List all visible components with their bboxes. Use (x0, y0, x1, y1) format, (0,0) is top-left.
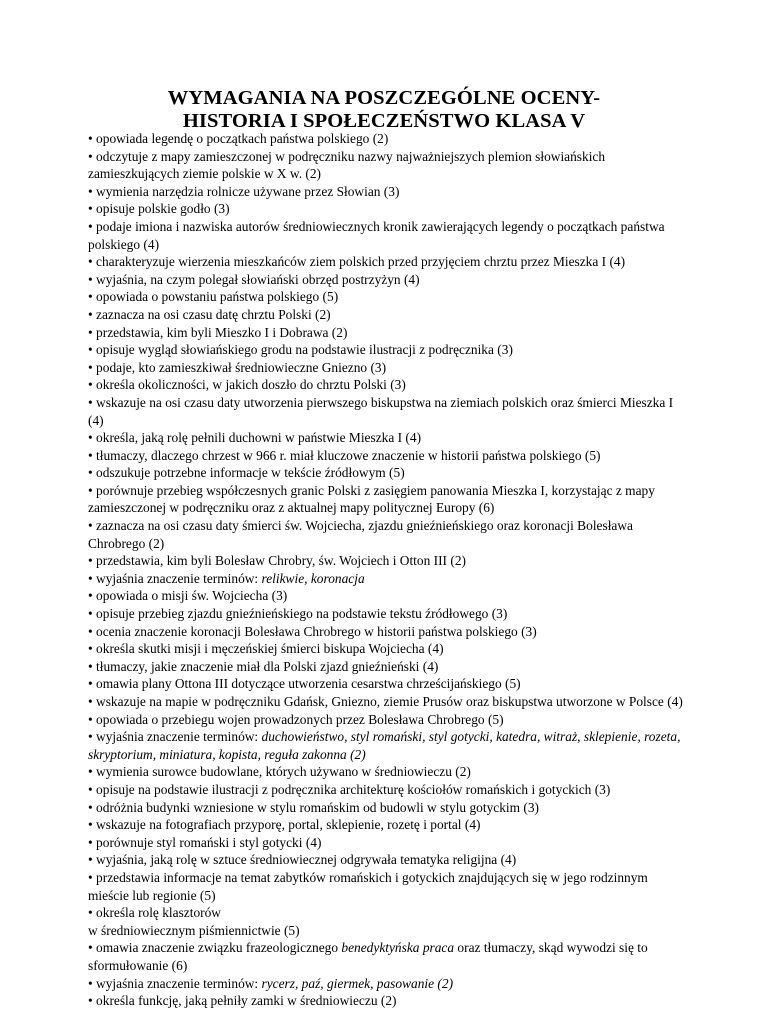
list-item: • odróżnia budynki wzniesione w stylu romańskim od budowli w stylu gotyckim (3) (88, 799, 688, 817)
list-item: • opisuje polskie godło (3) (88, 200, 688, 218)
terms-italic: rycerz, paź, giermek, pasowanie (2) (261, 975, 454, 991)
list-item: • opowiada o misji św. Wojciecha (3) (88, 587, 688, 605)
list-item-terms (88, 570, 688, 588)
list-item: • omawia plany Ottona III dotyczące utworzenia cesarstwa chrześcijańskiego (5) (88, 675, 688, 693)
terms-italic: duchowieństwo, styl romański, styl gotycki, katedra, witraż, sklepienie, rozeta, skryptorium, miniatura, kopista, reguła zakonna (2) (88, 729, 681, 762)
list-item-terms (88, 728, 688, 763)
list-item: • opisuje na podstawie ilustracji z podręcznika architekturę kościołów romańskich i gotyckich (3) (88, 781, 688, 799)
phrase-prefix: omawia znaczenie związku frazeologicznego (96, 940, 342, 956)
list-item: • wskazuje na fotografiach przyporę, portal, sklepienie, rozetę i portal (4) (88, 816, 688, 834)
list-item: • podaje, kto zamieszkiwał średniowieczne Gniezno (3) (88, 359, 688, 377)
list-item: • opisuje wygląd słowiańskiego grodu na podstawie ilustracji z podręcznika (3) (88, 341, 688, 359)
list-item: • podaje imiona i nazwiska autorów średniowiecznych kronik zawierających legendy o początkach państwa polskiego (4) (88, 218, 688, 253)
list-item: • charakteryzuje wierzenia mieszkańców ziem polskich przed przyjęciem chrztu przez Mieszka I (4) (88, 253, 688, 271)
list-item: • określa funkcję, jaką pełniły zamki w średniowieczu (2) (88, 992, 688, 1010)
list-item: • opisuje przebieg zjazdu gnieźnieńskiego na podstawie tekstu źródłowego (3) (88, 605, 688, 623)
list-item: • wyjaśnia, na czym polegał słowiański obrzęd postrzyżyn (4) (88, 271, 688, 289)
list-item: • wymienia surowce budowlane, których używano w średniowieczu (2) (88, 763, 688, 781)
list-item: • wyjaśnia, jaką rolę w sztuce średniowiecznej odgrywała tematyka religijna (4) (88, 851, 688, 869)
terms-prefix: wyjaśnia znaczenie terminów: (96, 729, 262, 745)
list-item: • zaznacza na osi czasu datę chrztu Polski (2) (88, 306, 688, 324)
list-item: • opowiada o powstaniu państwa polskiego (5) (88, 288, 688, 306)
list-item: • tłumaczy, dlaczego chrzest w 966 r. miał kluczowe znaczenie w historii państwa polskiego (5) (88, 447, 688, 465)
phrase-suffix: oraz tłumaczy, skąd wywodzi się to sformułowanie (6) (88, 940, 648, 973)
list-item: • odszukuje potrzebne informacje w tekście źródłowym (5) (88, 464, 688, 482)
list-item: • porównuje przebieg współczesnych granic Polski z zasięgiem panowania Mieszka I, korzystając z mapy zamieszczonej w podręczniku oraz z aktualnej mapy politycznej Europy (6) (88, 482, 688, 517)
title-line-1: WYMAGANIA NA POSZCZEGÓLNE OCENY- (167, 87, 601, 109)
list-item: • przedstawia, kim byli Bolesław Chrobry, św. Wojciech i Otton III (2) (88, 552, 688, 570)
terms-prefix: wyjaśnia znaczenie terminów: (96, 570, 262, 586)
list-item: • przedstawia informacje na temat zabytków romańskich i gotyckich znajdujących się w jego rodzinnym mieście lub regionie (5) (88, 869, 688, 904)
list-item: • określa, jaką rolę pełnili duchowni w państwie Mieszka I (4) (88, 429, 688, 447)
list-item: • określa rolę klasztorów (88, 904, 688, 922)
list-item: • tłumaczy, jakie znaczenie miał dla Polski zjazd gnieźnieński (4) (88, 658, 688, 676)
page-title (0, 87, 768, 133)
list-item-terms (88, 975, 688, 993)
list-item-continuation: w średniowiecznym piśmiennictwie (5) (88, 922, 300, 938)
requirements-list (88, 130, 688, 1010)
list-item: • opowiada legendę o początkach państwa polskiego (2) (88, 130, 688, 148)
list-item: • wskazuje na mapie w podręczniku Gdańsk, Gniezno, ziemie Prusów oraz biskupstwa utworzone w Polsce (4) (88, 693, 688, 711)
list-item: • wymienia narzędzia rolnicze używane przez Słowian (3) (88, 183, 688, 201)
title-line-2: HISTORIA I SPOŁECZEŃSTWO KLASA V (182, 110, 586, 132)
list-item: • określa skutki misji i męczeńskiej śmierci biskupa Wojciecha (4) (88, 640, 688, 658)
list-item: • zaznacza na osi czasu daty śmierci św. Wojciecha, zjazdu gnieźnieńskiego oraz koronacji Bolesława Chrobrego (2) (88, 517, 688, 552)
list-item: • ocenia znaczenie koronacji Bolesława Chrobrego w historii państwa polskiego (3) (88, 623, 688, 641)
list-item: • opowiada o przebiegu wojen prowadzonych przez Bolesława Chrobrego (5) (88, 711, 688, 729)
list-item: • odczytuje z mapy zamieszczonej w podręczniku nazwy najważniejszych plemion słowiańskich zamieszkujących ziemie polskie w X w. (2) (88, 148, 688, 183)
list-item: • przedstawia, kim byli Mieszko I i Dobrawa (2) (88, 324, 688, 342)
list-item-phrase (88, 939, 688, 974)
phrase-italic: benedyktyńska praca (341, 940, 455, 956)
list-item: • wskazuje na osi czasu daty utworzenia pierwszego biskupstwa na ziemiach polskich oraz śmierci Mieszka I (4) (88, 394, 688, 429)
list-item: • określa okoliczności, w jakich doszło do chrztu Polski (3) (88, 376, 688, 394)
terms-prefix: wyjaśnia znaczenie terminów: (96, 975, 262, 991)
terms-italic: relikwie, koronacja (261, 570, 365, 586)
list-item: • porównuje styl romański i styl gotycki (4) (88, 834, 688, 852)
